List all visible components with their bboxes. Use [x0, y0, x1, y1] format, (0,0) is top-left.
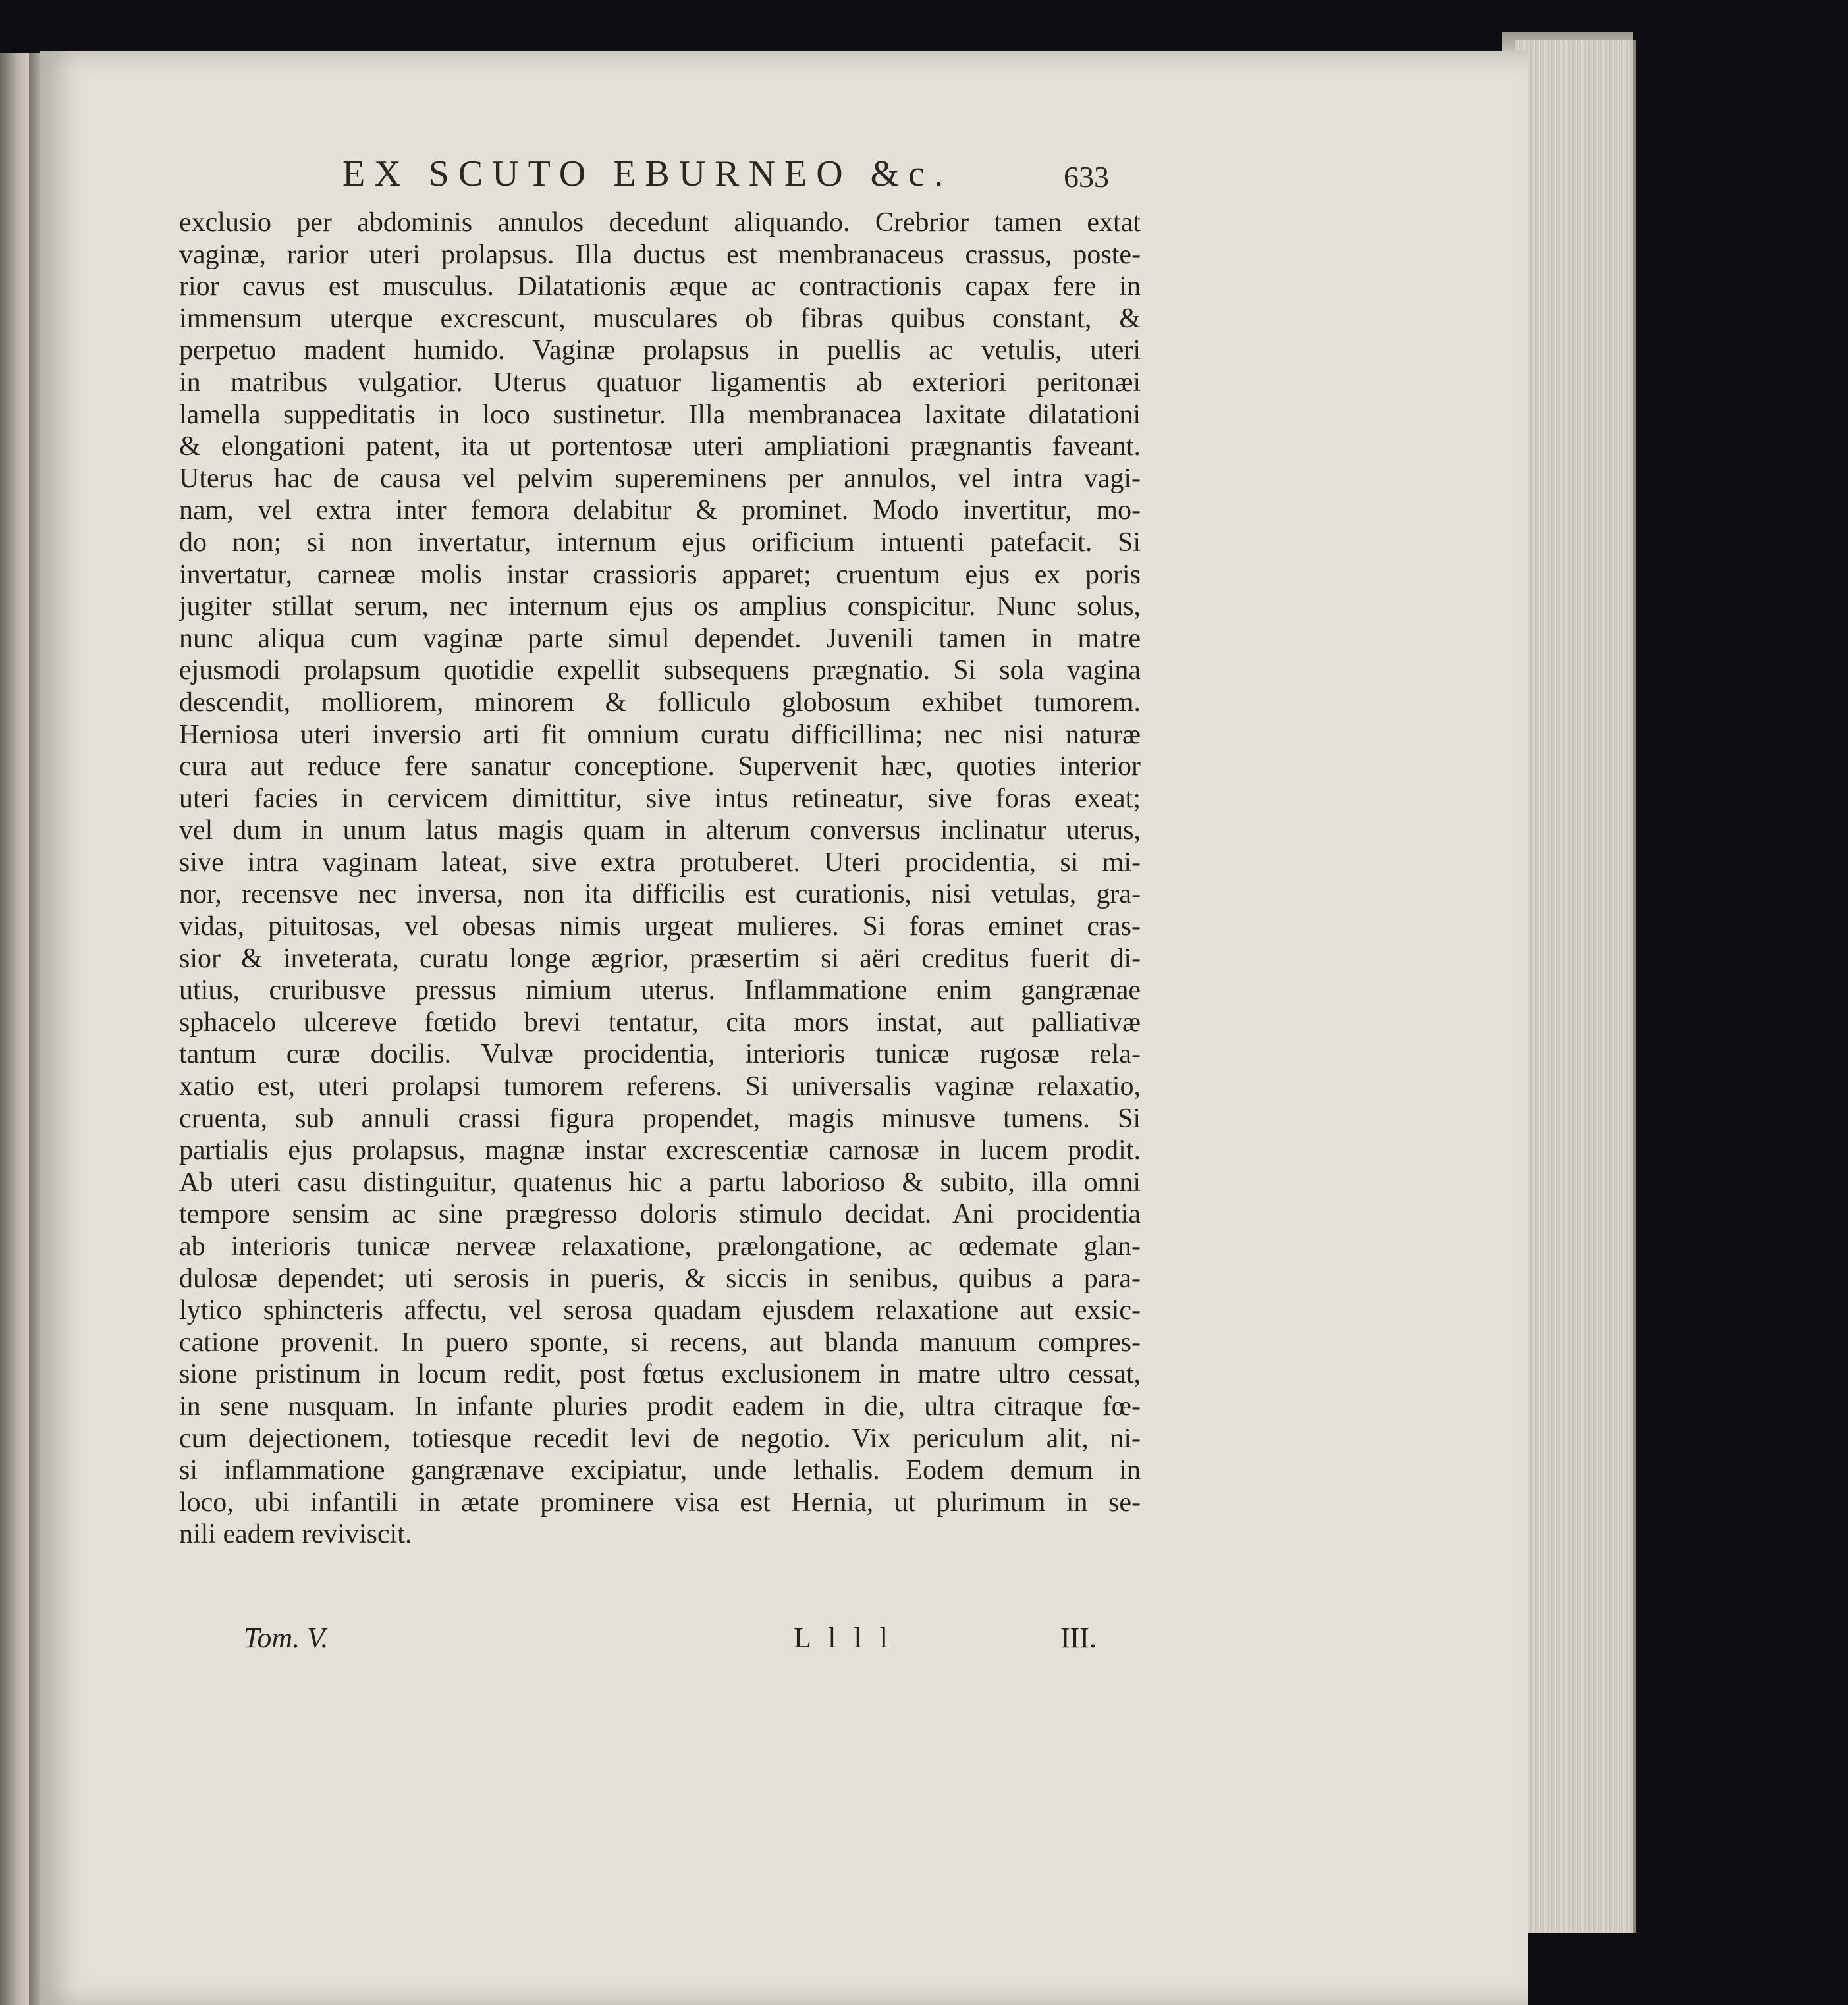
page-footer: [171, 1621, 1133, 1661]
text-line: nor, recensve nec inversa, non ita difficilis est curationis, nisi vetulas, gra-: [179, 879, 1141, 910]
text-line: in sene nusquam. In infante pluries prodit eadem in die, ultra citraque fœ-: [179, 1391, 1141, 1422]
text-line: Herniosa uteri inversio arti fit omnium curatu difficillima; nec nisi naturæ: [179, 719, 1141, 750]
text-line: cruenta, sub annuli crassi figura propendet, magis minusve tumens. Si: [179, 1103, 1141, 1134]
text-line: vaginæ, rarior uteri prolapsus. Illa ductus est membranaceus crassus, poste-: [179, 239, 1141, 270]
text-line: ejusmodi prolapsum quotidie expellit subsequens prægnatio. Si sola vagina: [179, 655, 1141, 686]
body-text: [179, 207, 1141, 1551]
page-stack-edges: [1515, 40, 1636, 1933]
text-line: descendit, molliorem, minorem & folliculo globosum exhibet tumorem.: [179, 687, 1141, 718]
text-line: xatio est, uteri prolapsi tumorem referens. Si universalis vaginæ relaxatio,: [179, 1071, 1141, 1102]
text-line: dulosæ dependet; uti serosis in pueris, & siccis in senibus, quibus a para-: [179, 1263, 1141, 1294]
facing-page-edge: [0, 53, 29, 2005]
text-line: uteri facies in cervicem dimittitur, sive intus retineatur, sive foras exeat;: [179, 783, 1141, 814]
text-line: lytico sphincteris affectu, vel serosa quadam ejusdem relaxatione aut exsic-: [179, 1295, 1141, 1326]
text-line: sior & inveterata, curatu longe ægrior, præsertim si aëri creditus fuerit di-: [179, 943, 1141, 974]
text-line: cum dejectionem, totiesque recedit levi de negotio. Vix periculum alit, ni-: [179, 1423, 1141, 1454]
volume-mark: Tom. V.: [244, 1622, 329, 1654]
text-line: exclusio per abdominis annulos decedunt aliquando. Crebrior tamen extat: [179, 207, 1141, 238]
text-line: nam, vel extra inter femora delabitur & prominet. Modo invertitur, mo-: [179, 495, 1141, 526]
text-line: sione pristinum in locum redit, post fœtus exclusionem in matre ultro cessat,: [179, 1359, 1141, 1390]
text-line: do non; si non invertatur, internum ejus orificium intuenti patefacit. Si: [179, 527, 1141, 558]
text-line: Ab uteri casu distinguitur, quatenus hic a partu laborioso & subito, illa omni: [179, 1167, 1141, 1198]
text-line: utius, cruribusve pressus nimium uterus. Inflammatione enim gangrænae: [179, 975, 1141, 1006]
text-line: ab interioris tunicæ nerveæ relaxatione, prælongatione, ac œdemate glan-: [179, 1231, 1141, 1262]
text-line: si inflammatione gangrænave excipiatur, unde lethalis. Eodem demum in: [179, 1455, 1141, 1486]
text-line: in matribus vulgatior. Uterus quatuor ligamentis ab exteriori peritonæi: [179, 367, 1141, 398]
running-title: EX SCUTO EBURNEO &c.: [342, 153, 953, 194]
text-line: sphacelo ulcereve fœtido brevi tentatur, cita mors instat, aut palliativæ: [179, 1007, 1141, 1038]
page-header: [342, 153, 1133, 199]
text-line: vidas, pituitosas, vel obesas nimis urgeat mulieres. Si foras eminet cras-: [179, 911, 1141, 942]
signature-mark: L l l l: [794, 1622, 893, 1654]
text-line: & elongationi patent, ita ut portentosæ uteri ampliationi prægnantis faveant.: [179, 431, 1141, 462]
text-line: perpetuo madent humido. Vaginæ prolapsus in puellis ac vetulis, uteri: [179, 335, 1141, 366]
text-line: partialis ejus prolapsus, magnæ instar excrescentiæ carnosæ in lucem prodit.: [179, 1135, 1141, 1166]
text-line: vel dum in unum latus magis quam in alterum conversus inclinatur uterus,: [179, 815, 1141, 846]
text-line: Uterus hac de causa vel pelvim supereminens per annulos, vel intra vagi-: [179, 463, 1141, 494]
text-line: cura aut reduce fere sanatur conceptione. Supervenit hæc, quoties interior: [179, 751, 1141, 782]
text-line: immensum uterque excrescunt, musculares ob fibras quibus constant, &: [179, 303, 1141, 334]
text-line: nili eadem reviviscit.: [179, 1519, 412, 1550]
text-line: rior cavus est musculus. Dilatationis æque ac contractionis capax fere in: [179, 271, 1141, 302]
text-line: loco, ubi infantili in ætate prominere visa est Hernia, ut plurimum in se-: [179, 1487, 1141, 1518]
text-line: jugiter stillat serum, nec internum ejus os amplius conspicitur. Nunc solus,: [179, 591, 1141, 622]
page-number: 633: [1064, 160, 1109, 194]
text-line: lamella suppeditatis in loco sustinetur. Illa membranacea laxitate dilatationi: [179, 399, 1141, 430]
text-line: invertatur, carneæ molis instar crassioris apparet; cruentum ejus ex poris: [179, 559, 1141, 590]
text-line: nunc aliqua cum vaginæ parte simul dependet. Juvenili tamen in matre: [179, 623, 1141, 654]
catchword: III.: [1060, 1622, 1097, 1654]
text-line: sive intra vaginam lateat, sive extra protuberet. Uteri procidentia, si mi-: [179, 847, 1141, 878]
text-line: tempore sensim ac sine prægresso doloris stimulo decidat. Ani procidentia: [179, 1199, 1141, 1230]
text-line: tantum curæ docilis. Vulvæ procidentia, interioris tunicæ rugosæ rela-: [179, 1039, 1141, 1070]
text-line: catione provenit. In puero sponte, si recens, aut blanda manuum compres-: [179, 1327, 1141, 1358]
